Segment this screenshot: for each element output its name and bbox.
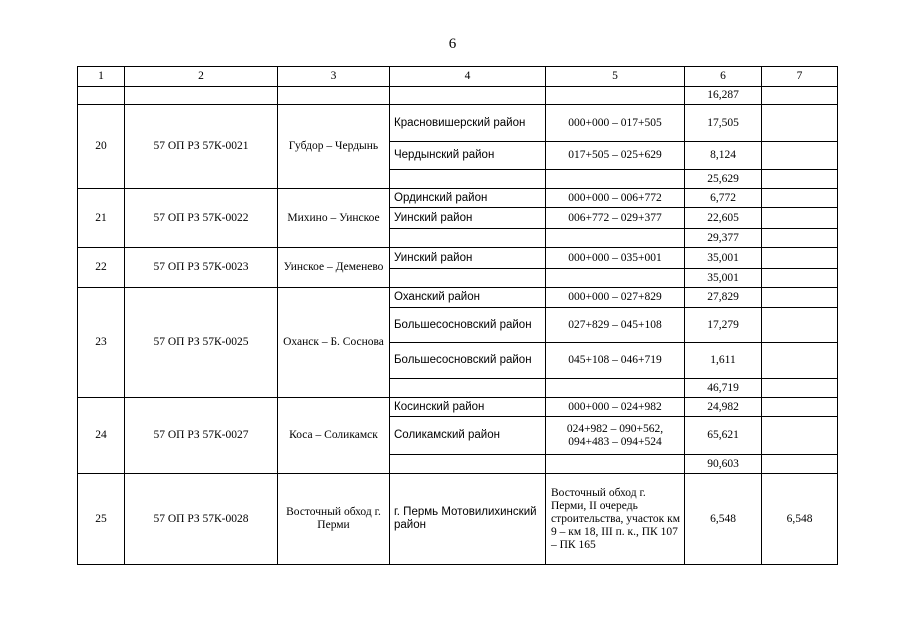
length-cell: 17,505 — [685, 105, 762, 142]
road-code: 57 ОП РЗ 57К-0025 — [125, 288, 278, 398]
district-cell: Чердынский район — [390, 142, 546, 170]
length-cell: 65,621 — [685, 417, 762, 455]
table-row — [78, 105, 838, 142]
road-name: Губдор – Чердынь — [278, 105, 390, 189]
length-cell: 16,287 — [685, 87, 762, 105]
page-number: 6 — [448, 36, 457, 52]
total-cell: 29,377 — [685, 229, 762, 248]
header-row — [78, 67, 838, 87]
table-row — [78, 288, 838, 308]
length-cell: 8,124 — [685, 142, 762, 170]
length-cell: 22,605 — [685, 208, 762, 229]
road-name: Коса – Соликамск — [278, 398, 390, 474]
road-code: 57 ОП РЗ 57К-0023 — [125, 248, 278, 288]
row-number: 23 — [78, 288, 125, 398]
header-cell: 1 — [78, 67, 125, 87]
col7-cell: 6,548 — [762, 474, 838, 565]
road-name: Уинское – Деменево — [278, 248, 390, 288]
header-cell: 4 — [390, 67, 546, 87]
table-row — [78, 87, 838, 105]
road-name: Михино – Уинское — [278, 189, 390, 248]
row-number: 20 — [78, 105, 125, 189]
total-cell: 35,001 — [685, 269, 762, 288]
district-cell: Уинский район — [390, 248, 546, 269]
row-number: 22 — [78, 248, 125, 288]
table-row — [78, 189, 838, 208]
district-cell: Большесосновский район — [390, 308, 546, 343]
header-cell: 3 — [278, 67, 390, 87]
road-code: 57 ОП РЗ 57К-0022 — [125, 189, 278, 248]
header-cell: 6 — [685, 67, 762, 87]
row-number: 25 — [78, 474, 125, 565]
length-cell: 17,279 — [685, 308, 762, 343]
km-cell: 045+108 – 046+719 — [546, 343, 685, 379]
header-cell: 2 — [125, 67, 278, 87]
km-cell: 006+772 – 029+377 — [546, 208, 685, 229]
km-cell: 027+829 – 045+108 — [546, 308, 685, 343]
km-cell: 000+000 – 035+001 — [546, 248, 685, 269]
km-cell: 000+000 – 006+772 — [546, 189, 685, 208]
row-number: 21 — [78, 189, 125, 248]
total-cell: 46,719 — [685, 379, 762, 398]
row-number: 24 — [78, 398, 125, 474]
km-cell: 017+505 – 025+629 — [546, 142, 685, 170]
table-row — [78, 398, 838, 417]
length-cell: 27,829 — [685, 288, 762, 308]
length-cell: 6,772 — [685, 189, 762, 208]
km-cell: 000+000 – 024+982 — [546, 398, 685, 417]
district-cell: Уинский район — [390, 208, 546, 229]
road-code: 57 ОП РЗ 57К-0028 — [125, 474, 278, 565]
road-name: Оханск – Б. Соснова — [278, 288, 390, 398]
district-cell: Оханский район — [390, 288, 546, 308]
road-code: 57 ОП РЗ 57К-0027 — [125, 398, 278, 474]
road-name: Восточный обход г. Перми — [278, 474, 390, 565]
district-cell: г. Пермь Мотовилихинский район — [390, 474, 546, 565]
table-row — [78, 474, 838, 565]
length-cell: 24,982 — [685, 398, 762, 417]
length-cell: 1,611 — [685, 343, 762, 379]
table-row — [78, 248, 838, 269]
district-cell: Соликамский район — [390, 417, 546, 455]
district-cell: Косинский район — [390, 398, 546, 417]
km-cell: 000+000 – 027+829 — [546, 288, 685, 308]
header-cell: 7 — [762, 67, 838, 87]
district-cell: Большесосновский район — [390, 343, 546, 379]
roads-table — [77, 66, 838, 565]
total-cell: 25,629 — [685, 170, 762, 189]
road-code: 57 ОП РЗ 57К-0021 — [125, 105, 278, 189]
km-cell: 024+982 – 090+562, 094+483 – 094+524 — [546, 417, 685, 455]
length-cell: 35,001 — [685, 248, 762, 269]
district-cell: Ординский район — [390, 189, 546, 208]
km-cell: 000+000 – 017+505 — [546, 105, 685, 142]
km-cell: Восточный обход г. Перми, II очередь строительства, участок км 9 – км 18, III п. к., ПК 107 – ПК 165 — [546, 474, 685, 565]
length-cell: 6,548 — [685, 474, 762, 565]
district-cell: Красновишерский район — [390, 105, 546, 142]
header-cell: 5 — [546, 67, 685, 87]
total-cell: 90,603 — [685, 455, 762, 474]
